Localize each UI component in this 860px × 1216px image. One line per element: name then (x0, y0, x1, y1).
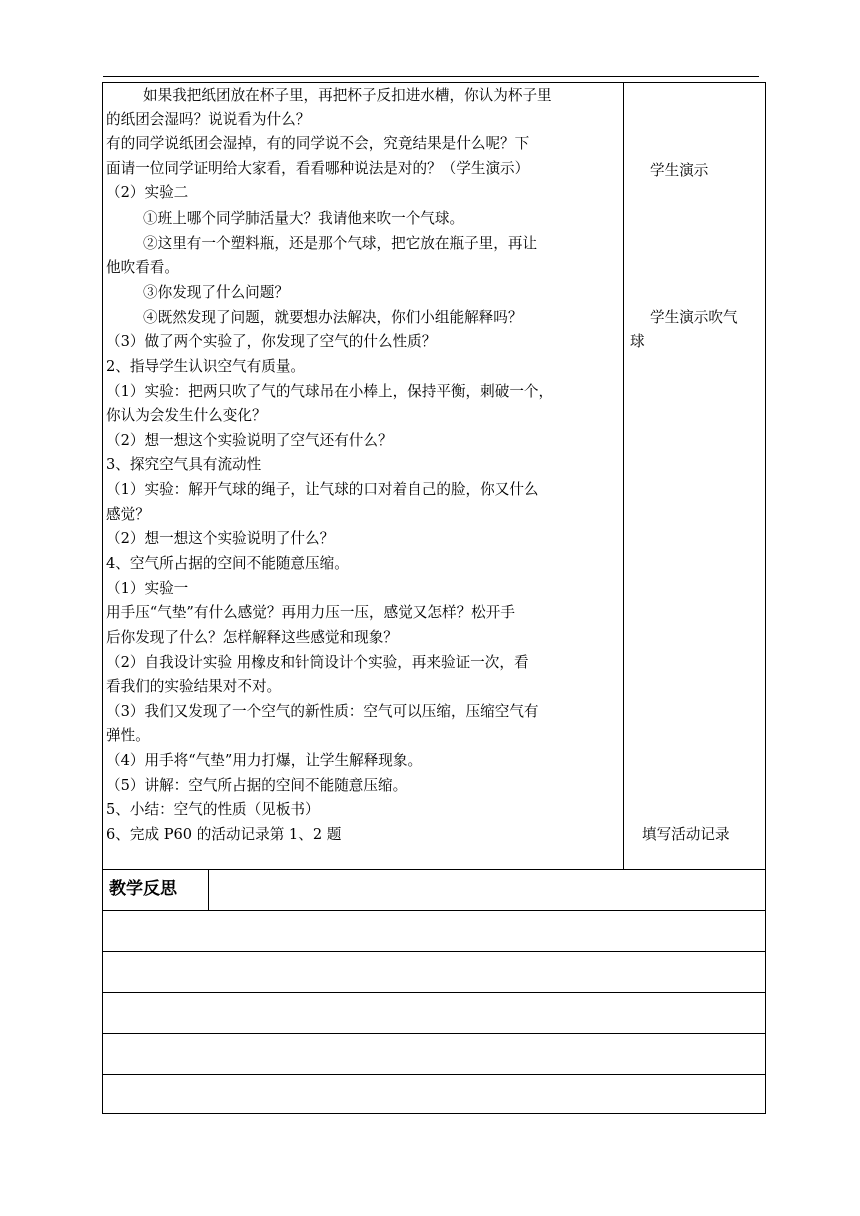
teaching-process-cell (103, 83, 624, 869)
row-divider (103, 1033, 765, 1034)
text-line: （1）实验：把两只吹了气的气球吊在小棒上，保持平衡，刺破一个， (106, 383, 554, 400)
student-activity-cell (624, 83, 765, 869)
text-line: 有的同学说纸团会湿掉，有的同学说不会，究竟结果是什么呢？下 (106, 135, 530, 152)
text-line: 弹性。 (106, 727, 150, 744)
text-line: 2、指导学生认识空气有质量。 (106, 358, 306, 375)
text-line: （2）自我设计实验 用橡皮和针筒设计个实验，再来验证一次，看 (106, 654, 529, 671)
text-line: ④既然发现了问题，就要想办法解决，你们小组能解释吗？ (143, 309, 523, 326)
text-line: 6、完成 P60 的活动记录第 1、2 题 (106, 826, 342, 843)
text-line: ②这里有一个塑料瓶，还是那个气球，把它放在瓶子里，再让 (143, 235, 538, 252)
text-line: 如果我把纸团放在杯子里，再把杯子反扣进水槽，你认为杯子里 (143, 87, 552, 104)
text-line: （2）想一想这个实验说明了空气还有什么？ (106, 432, 393, 449)
text-line: （4）用手将“气垫”用力打爆，让学生解释现象。 (106, 752, 423, 769)
text-line: （5）讲解：空气所占据的空间不能随意压缩。 (106, 777, 408, 794)
side-note-student-demo: 学生演示 (650, 162, 709, 179)
row-divider (103, 992, 765, 993)
text-line: 3、探究空气具有流动性 (106, 456, 262, 473)
text-line: ①班上哪个同学肺活量大？我请他来吹一个气球。 (143, 210, 465, 227)
text-line: 4、空气所占据的空间不能随意压缩。 (106, 555, 349, 572)
text-line: ③你发现了什么问题？ (143, 284, 289, 301)
text-line: 5、小结：空气的性质（见板书） (106, 801, 320, 818)
text-line: （3）做了两个实验了，你发现了空气的什么性质？ (106, 333, 437, 350)
text-line: 感觉？ (106, 506, 150, 523)
text-line: 后你发现了什么？怎样解释这些感觉和现象？ (106, 629, 398, 646)
text-line: 他吹看看。 (106, 259, 179, 276)
text-line: （2）实验二 (106, 184, 189, 201)
text-line: （1）实验：解开气球的绳子，让气球的口对着自己的脸，你又什么 (106, 481, 539, 498)
reflection-label: 教学反思 (109, 879, 177, 899)
row-divider (103, 910, 765, 911)
reflection-label-cell (103, 869, 209, 910)
text-line: 你认为会发生什么变化？ (106, 407, 267, 424)
text-line: （1）实验一 (106, 580, 189, 597)
header-rule (103, 76, 759, 77)
lesson-plan-table (102, 82, 766, 1114)
text-line: 面请一位同学证明给大家看，看看哪种说法是对的？（学生演示） (106, 160, 530, 177)
row-divider (103, 951, 765, 952)
text-line: 看我们的实验结果对不对。 (106, 678, 282, 695)
row-divider (103, 1074, 765, 1075)
side-note-blow-balloon-cont: 球 (630, 333, 645, 350)
side-note-blow-balloon: 学生演示吹气 (650, 309, 738, 326)
side-note-activity-record: 填写活动记录 (642, 826, 730, 843)
text-line: （2）想一想这个实验说明了什么？ (106, 530, 335, 547)
text-line: 的纸团会湿吗？说说看为什么？ (106, 111, 311, 128)
text-line: 用手压“气垫”有什么感觉？再用力压一压，感觉又怎样？松开手 (106, 604, 515, 621)
text-line: （3）我们又发现了一个空气的新性质：空气可以压缩，压缩空气有 (106, 703, 539, 720)
